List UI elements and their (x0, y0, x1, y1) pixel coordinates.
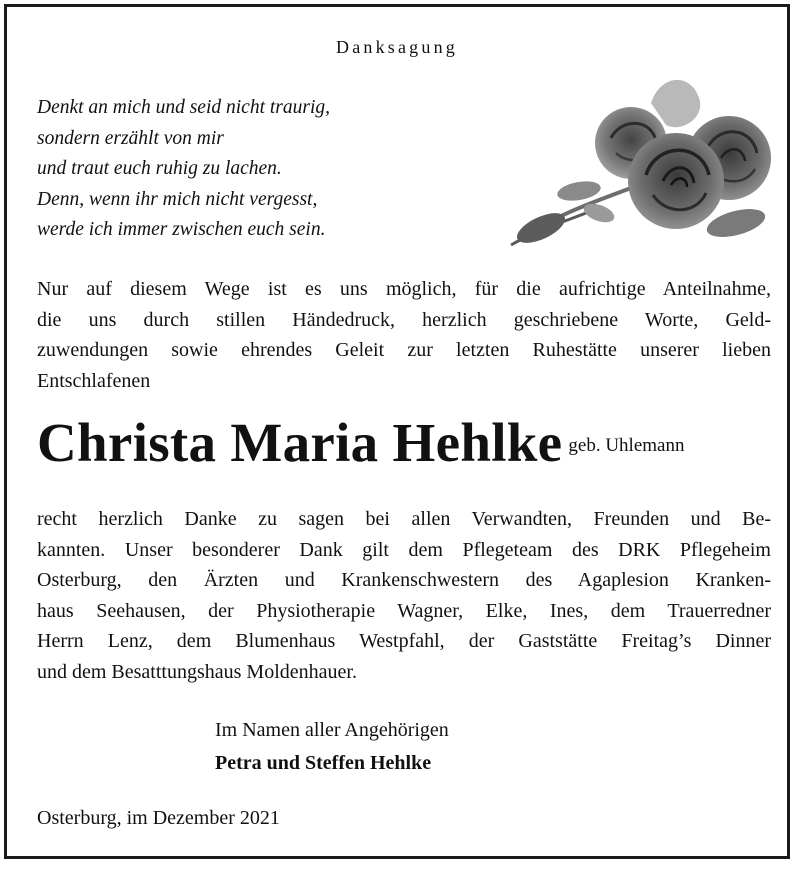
thanks-paragraph (37, 504, 771, 687)
thanks-line: haus Seehausen, der Physiotherapie Wagner, Elke, Ines, dem Trauerredner (37, 599, 771, 622)
thanks-line: kannten. Unser besonderer Dank gilt dem Pflegeteam des DRK Pflegeheim (37, 538, 771, 561)
thanks-line: recht herzlich Danke zu sagen bei allen Verwandten, Freunden und Be- (37, 508, 771, 530)
thanks-line: und dem Besatttungshaus Moldenhauer. (37, 660, 357, 683)
intro-line: Nur auf diesem Wege ist es uns möglich, für die aufrichtige Anteilnahme, (37, 278, 771, 300)
poem-line: und traut euch ruhig zu lachen. (37, 158, 282, 179)
deceased-name-row (37, 411, 777, 474)
roses-illustration (501, 63, 771, 253)
intro-line: Entschlafenen (37, 369, 151, 392)
poem-line: Denkt an mich und seid nicht traurig, (37, 97, 331, 118)
intro-line: die uns durch stillen Händedruck, herzlich geschriebene Worte, Geld- (37, 308, 771, 331)
poem-line: sondern erzählt von mir (37, 127, 224, 149)
on-behalf-text: Im Namen aller Angehörigen (215, 719, 449, 741)
intro-paragraph (37, 274, 771, 396)
place-date: Osterburg, im Dezember 2021 (37, 807, 280, 829)
thanks-line: Herrn Lenz, dem Blumenhaus Westpfahl, der Gaststätte Freitag’s Dinner (37, 630, 771, 652)
poem-line: Denn, wenn ihr mich nicht vergesst, (37, 188, 318, 210)
deceased-name: Christa Maria Hehlke (37, 412, 563, 473)
signature-block (215, 714, 449, 780)
obituary-notice (4, 4, 790, 859)
memorial-poem (37, 93, 477, 246)
signatory-names: Petra und Steffen Hehlke (215, 752, 432, 774)
poem-line: werde ich immer zwischen euch sein. (37, 219, 326, 240)
notice-heading: Danksagung (336, 37, 458, 57)
intro-line: zuwendungen sowie ehrendes Geleit zur letzten Ruhestätte unserer lieben (37, 339, 771, 361)
maiden-name: geb. Uhlemann (568, 435, 685, 456)
thanks-line: Osterburg, den Ärzten und Krankenschwestern des Agaplesion Kranken- (37, 569, 771, 591)
